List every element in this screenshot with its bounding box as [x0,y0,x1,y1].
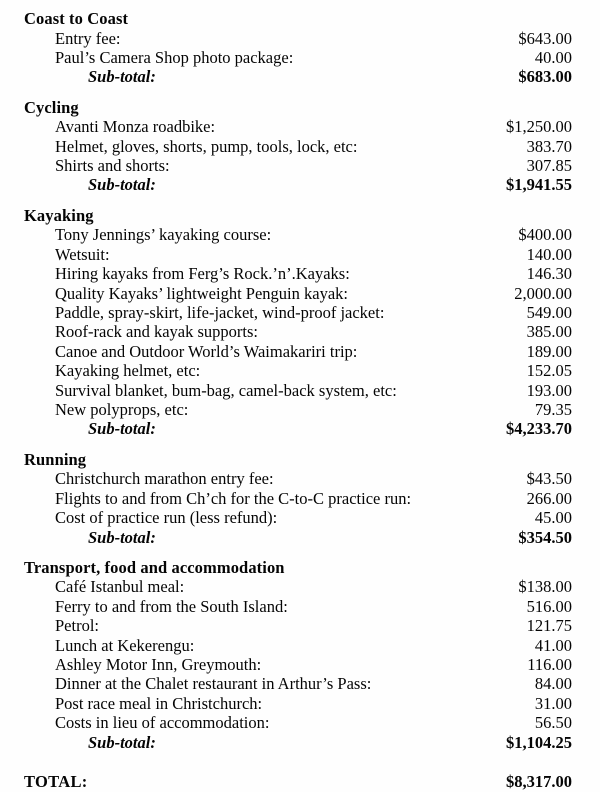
line-item-label: Petrol: [55,616,99,636]
line-item-amount: 41.00 [534,635,572,655]
expense-line-item [24,361,572,380]
line-item-label: Ferry to and from the South Island: [55,596,288,616]
expense-section [24,558,572,752]
line-item-amount: 31.00 [534,693,572,713]
line-item-amount: 189.00 [526,341,572,361]
section-heading: Cycling [24,97,79,117]
subtotal-amount: $1,104.25 [506,732,572,752]
line-item-label: Café Istanbul meal: [55,577,185,597]
subtotal-label: Sub-total: [88,67,156,87]
line-item-label: Costs in lieu of accommodation: [55,713,270,733]
line-item-label: Paddle, spray-skirt, life-jacket, wind-proof jacket: [55,302,385,322]
line-item-amount: $400.00 [518,225,572,245]
line-item-label: Avanti Monza roadbike: [55,117,216,137]
line-item-label: Ashley Motor Inn, Greymouth: [55,655,262,675]
grand-total-label: TOTAL: [24,772,88,792]
section-subtotal-row [24,419,572,438]
expense-line-item [24,245,572,264]
expense-line-item [24,674,572,693]
expense-line-item [24,577,572,596]
expense-sections [24,9,572,752]
subtotal-label: Sub-total: [88,419,156,439]
subtotal-label: Sub-total: [88,527,156,547]
line-item-amount: $138.00 [518,577,572,597]
subtotal-amount: $4,233.70 [506,419,572,439]
line-item-amount: $643.00 [518,28,572,48]
line-item-amount: 266.00 [526,488,572,508]
expense-section [24,98,572,195]
expense-line-item [24,322,572,341]
expense-line-item [24,694,572,713]
line-item-label: Hiring kayaks from Ferg’s Rock.’n’.Kayaks: [55,264,350,284]
subtotal-label: Sub-total: [88,175,156,195]
line-item-amount: 140.00 [526,244,572,264]
section-heading: Running [24,449,87,469]
expense-line-item [24,489,572,508]
line-item-amount: 307.85 [526,156,572,176]
line-item-label: Helmet, gloves, shorts, pump, tools, lock, etc: [55,136,358,156]
expense-line-item [24,117,572,136]
expense-line-item [24,284,572,303]
line-item-label: Flights to and from Ch’ch for the C-to-C practice run: [55,488,412,508]
section-heading: Transport, food and accommodation [24,557,285,577]
expense-line-item [24,655,572,674]
expense-line-item [24,225,572,244]
expense-line-item [24,137,572,156]
line-item-amount: 56.50 [534,713,572,733]
subtotal-amount: $1,941.55 [506,175,572,195]
expense-line-item [24,469,572,488]
subtotal-amount: $683.00 [518,67,572,87]
line-item-amount: 45.00 [534,508,572,528]
line-item-label: Cost of practice run (less refund): [55,508,278,528]
subtotal-label: Sub-total: [88,732,156,752]
expense-line-item [24,508,572,527]
expense-line-item [24,381,572,400]
expense-line-item [24,303,572,322]
line-item-amount: $1,250.00 [506,117,572,137]
line-item-label: Dinner at the Chalet restaurant in Arthur’s Pass: [55,674,372,694]
line-item-label: Wetsuit: [55,244,110,264]
line-item-amount: 385.00 [526,322,572,342]
line-item-amount: $43.50 [526,469,572,489]
expense-section [24,206,572,439]
line-item-amount: 383.70 [526,136,572,156]
line-item-amount: 516.00 [526,596,572,616]
expense-section [24,9,572,87]
line-item-label: Shirts and shorts: [55,156,170,176]
grand-total-amount: $8,317.00 [506,772,572,792]
line-item-amount: 146.30 [526,264,572,284]
expense-line-item [24,713,572,732]
expense-line-item [24,616,572,635]
section-subtotal-row [24,67,572,86]
section-heading: Kayaking [24,205,94,225]
section-subtotal-row [24,528,572,547]
line-item-amount: 116.00 [527,655,572,675]
line-item-label: Post race meal in Christchurch: [55,693,263,713]
section-subtotal-row [24,175,572,194]
expense-line-item [24,636,572,655]
line-item-amount: 40.00 [534,47,572,67]
line-item-label: Christchurch marathon entry fee: [55,469,274,489]
expense-line-item [24,48,572,67]
expense-section [24,450,572,547]
line-item-label: Tony Jennings’ kayaking course: [55,225,272,245]
expense-line-item [24,342,572,361]
subtotal-amount: $354.50 [518,527,572,547]
line-item-amount: 193.00 [526,380,572,400]
expense-line-item [24,29,572,48]
line-item-label: Roof-rack and kayak supports: [55,322,258,342]
expense-line-item [24,400,572,419]
line-item-amount: 152.05 [526,361,572,381]
expense-line-item [24,264,572,283]
line-item-label: Kayaking helmet, etc: [55,361,201,381]
line-item-amount: 121.75 [526,616,572,636]
line-item-amount: 549.00 [526,302,572,322]
section-heading: Coast to Coast [24,9,129,28]
line-item-label: New polyprops, etc: [55,400,189,419]
line-item-label: Survival blanket, bum-bag, camel-back system, etc: [55,380,397,400]
expense-line-item [24,156,572,175]
line-item-label: Quality Kayaks’ lightweight Penguin kayak: [55,283,348,303]
section-subtotal-row [24,733,572,752]
line-item-label: Entry fee: [55,28,121,48]
line-item-label: Paul’s Camera Shop photo package: [55,47,294,67]
line-item-label: Canoe and Outdoor World’s Waimakariri trip: [55,341,358,361]
line-item-amount: 79.35 [534,400,572,419]
expense-line-item [24,597,572,616]
line-item-amount: 84.00 [534,674,572,694]
line-item-label: Lunch at Kekerengu: [55,635,195,655]
line-item-amount: 2,000.00 [514,283,572,303]
grand-total-row [24,772,572,791]
